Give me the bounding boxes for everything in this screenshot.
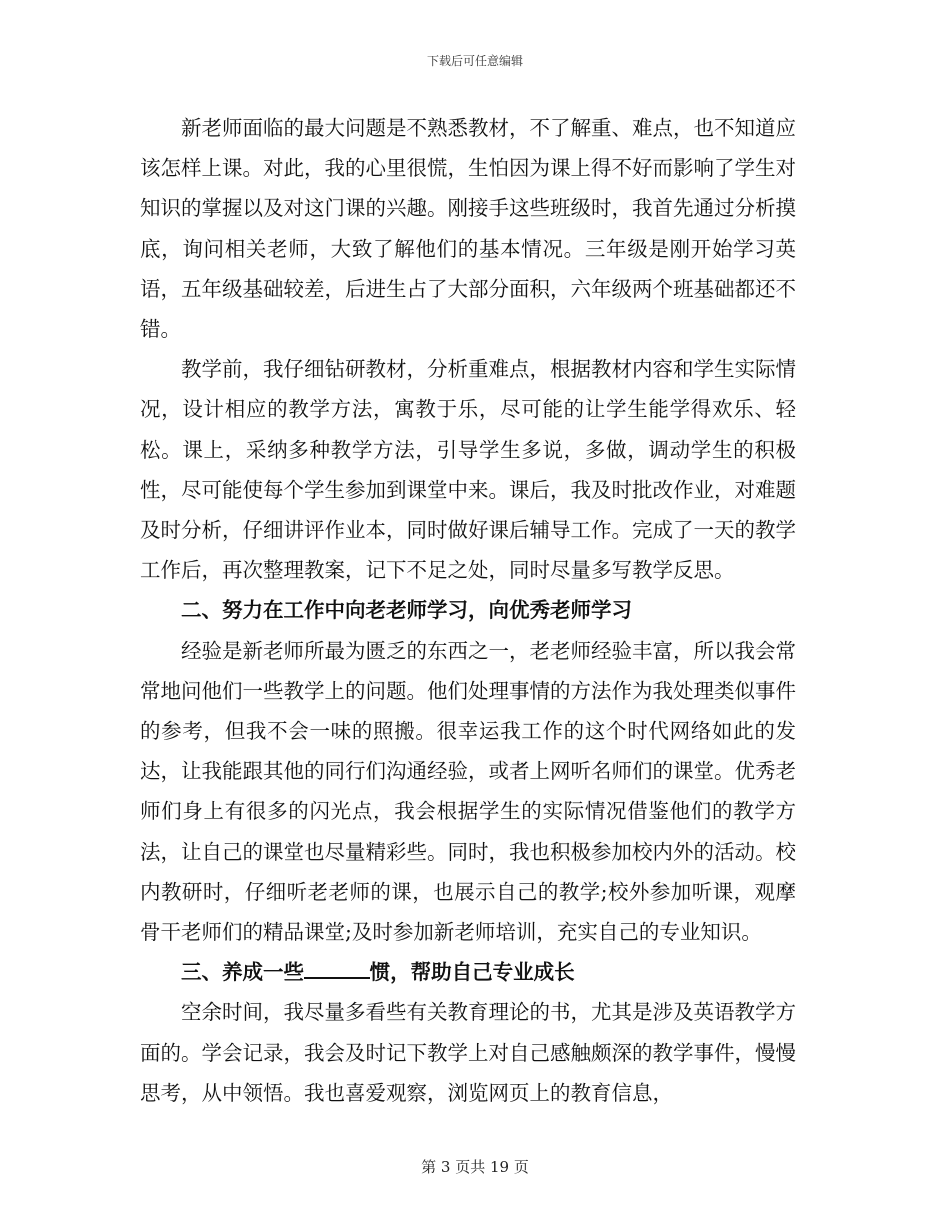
section-heading-3 bbox=[140, 952, 796, 992]
paragraph-2: 教学前，我仔细钻研教材，分析重难点，根据教材内容和学生实际情况，设计相应的教学方法，寓教于乐，尽可能的让学生能学得欢乐、轻松。课上，采纳多种教学方法，引导学生多说，多做，调动学生的积极性，尽可能使每个学生参加到课堂中来。课后，我及时批改作业，对难题及时分析，仔细讲评作业本，同时做好课后辅导工作。完成了一天的教学工作后，再次整理教案，记下不足之处，同时尽量多写教学反思。 bbox=[140, 357, 796, 583]
page-footer: 第 3 页共 19 页 bbox=[421, 1158, 529, 1176]
section-heading-2: 二、努力在工作中向老老师学习，向优秀老师学习 bbox=[181, 598, 632, 623]
page-header: 下载后可任意编辑 bbox=[426, 54, 523, 68]
section-heading-3-part2: 惯，帮助自己专业成长 bbox=[369, 960, 575, 985]
fill-in-blank-line bbox=[304, 959, 370, 979]
section-heading-3-part1: 三、养成一些 bbox=[181, 960, 304, 985]
document-body bbox=[140, 108, 796, 1113]
paragraph-1: 新老师面临的最大问题是不熟悉教材，不了解重、难点，也不知道应该怎样上课。对此，我的心里很慌，生怕因为课上得不好而影响了学生对知识的掌握以及对这门课的兴趣。刚接手这些班级时，我首先通过分析摸底，询问相关老师，大致了解他们的基本情况。三年级是刚开始学习英语，五年级基础较差，后进生占了大部分面积，六年级两个班基础都还不错。 bbox=[140, 116, 796, 342]
paragraph-4: 空余时间，我尽量多看些有关教育理论的书，尤其是涉及英语教学方面的。学会记录，我会及时记下教学上对自己感触颇深的教学事件，慢慢思考，从中领悟。我也喜爱观察，浏览网页上的教育信息， bbox=[140, 1000, 796, 1105]
paragraph-3: 经验是新老师所最为匮乏的东西之一，老老师经验丰富，所以我会常常地问他们一些教学上的问题。他们处理事情的方法作为我处理类似事件的参考，但我不会一味的照搬。很幸运我工作的这个时代网络如此的发达，让我能跟其他的同行们沟通经验，或者上网听名师们的课堂。优秀老师们身上有很多的闪光点，我会根据学生的实际情况借鉴他们的教学方法，让自己的课堂也尽量精彩些。同时，我也积极参加校内外的活动。校内教研时，仔细听老老师的课，也展示自己的教学;校外参加听课，观摩骨干老师们的精品课堂;及时参加新老师培训，充实自己的专业知识。 bbox=[140, 638, 796, 945]
